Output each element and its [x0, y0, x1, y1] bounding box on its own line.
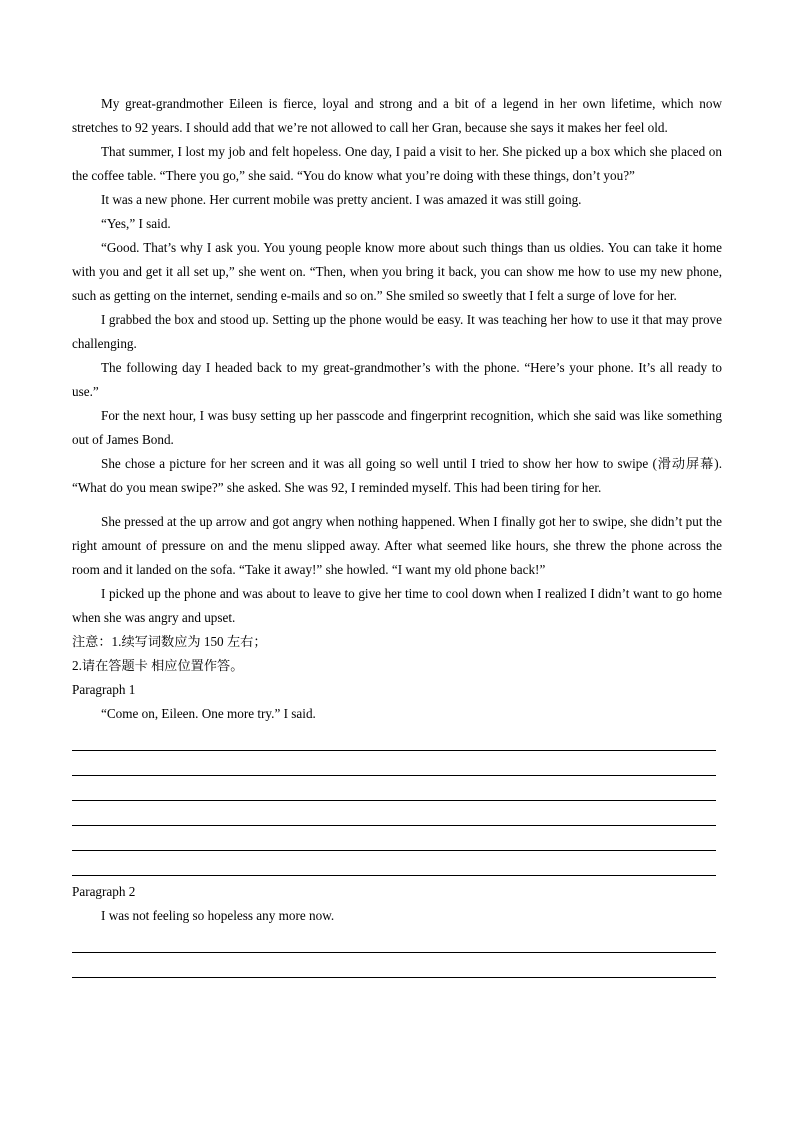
paragraph-2-writing-area[interactable] [72, 928, 716, 978]
story-paragraph-10: She pressed at the up arrow and got angry when nothing happened. When I finally got her to swipe, she didn’t put the right amount of pressure on and the menu slipped away. After what seemed like hours, she threw the phone across the room and it landed on the sofa. “Take it away!” she howled. “I want my old phone back!” [72, 514, 722, 577]
story-paragraph-2: That summer, I lost my job and felt hopeless. One day, I paid a visit to her. She picked up a box which she placed on the coffee table. “There you go,” she said. “You do know what you’re doing with these things, don’t you?” [72, 144, 722, 183]
paragraph-1-label: Paragraph 1 [72, 682, 136, 697]
story-paragraph-5: “Good. That’s why I ask you. You young people know more about such things than us oldies. You can take it home with you and get it all set up,” she went on. “Then, when you bring it back, you can show me how to use my new phone, such as getting on the internet, sending e-mails and so on.” She smiled so sweetly that I felt a surge of love for her. [72, 240, 722, 303]
story-paragraph-3: It was a new phone. Her current mobile was pretty ancient. I was amazed it was still going. [101, 192, 582, 207]
story-paragraph-11: I picked up the phone and was about to leave to give her time to cool down when I realized I didn’t want to go home when she was angry and upset. [72, 586, 722, 625]
document-page [72, 92, 722, 982]
story-paragraph-7: The following day I headed back to my great-grandmother’s with the phone. “Here’s your phone. It’s all ready to use.” [72, 360, 722, 399]
story-paragraph-6: I grabbed the box and stood up. Setting up the phone would be easy. It was teaching her how to use it that may prove challenging. [72, 312, 722, 351]
story-paragraph-9: She chose a picture for her screen and it was all going so well until I tried to show her how to swipe (滑动屏幕). “What do you mean swipe?” she asked. She was 92, I reminded myself. This had been tiring for her. [72, 456, 722, 495]
note-word-count: 注意：1.续写词数应为 150 左右； [72, 634, 267, 649]
paragraph-2-starter: I was not feeling so hopeless any more now. [101, 908, 335, 923]
writing-line[interactable] [72, 928, 716, 953]
paragraph-2-label: Paragraph 2 [72, 884, 136, 899]
story-paragraph-4: “Yes,” I said. [101, 216, 171, 231]
story-paragraph-1: My great-grandmother Eileen is fierce, loyal and strong and a bit of a legend in her own lifetime, which now stretches to 92 years. I should add that we’re not allowed to call her Gran, because she says it makes her feel old. [72, 96, 722, 135]
writing-line[interactable] [72, 726, 716, 751]
paragraph-1-starter: “Come on, Eileen. One more try.” I said. [101, 706, 316, 721]
writing-line[interactable] [72, 851, 716, 876]
writing-line[interactable] [72, 776, 716, 801]
story-paragraph-8: For the next hour, I was busy setting up her passcode and fingerprint recognition, which she said was like something out of James Bond. [72, 408, 722, 447]
note-answer-location: 2.请在答题卡 相应位置作答。 [72, 658, 244, 673]
writing-line[interactable] [72, 801, 716, 826]
writing-line[interactable] [72, 826, 716, 851]
paragraph-1-writing-area[interactable] [72, 726, 716, 876]
writing-line[interactable] [72, 751, 716, 776]
writing-line[interactable] [72, 953, 716, 978]
